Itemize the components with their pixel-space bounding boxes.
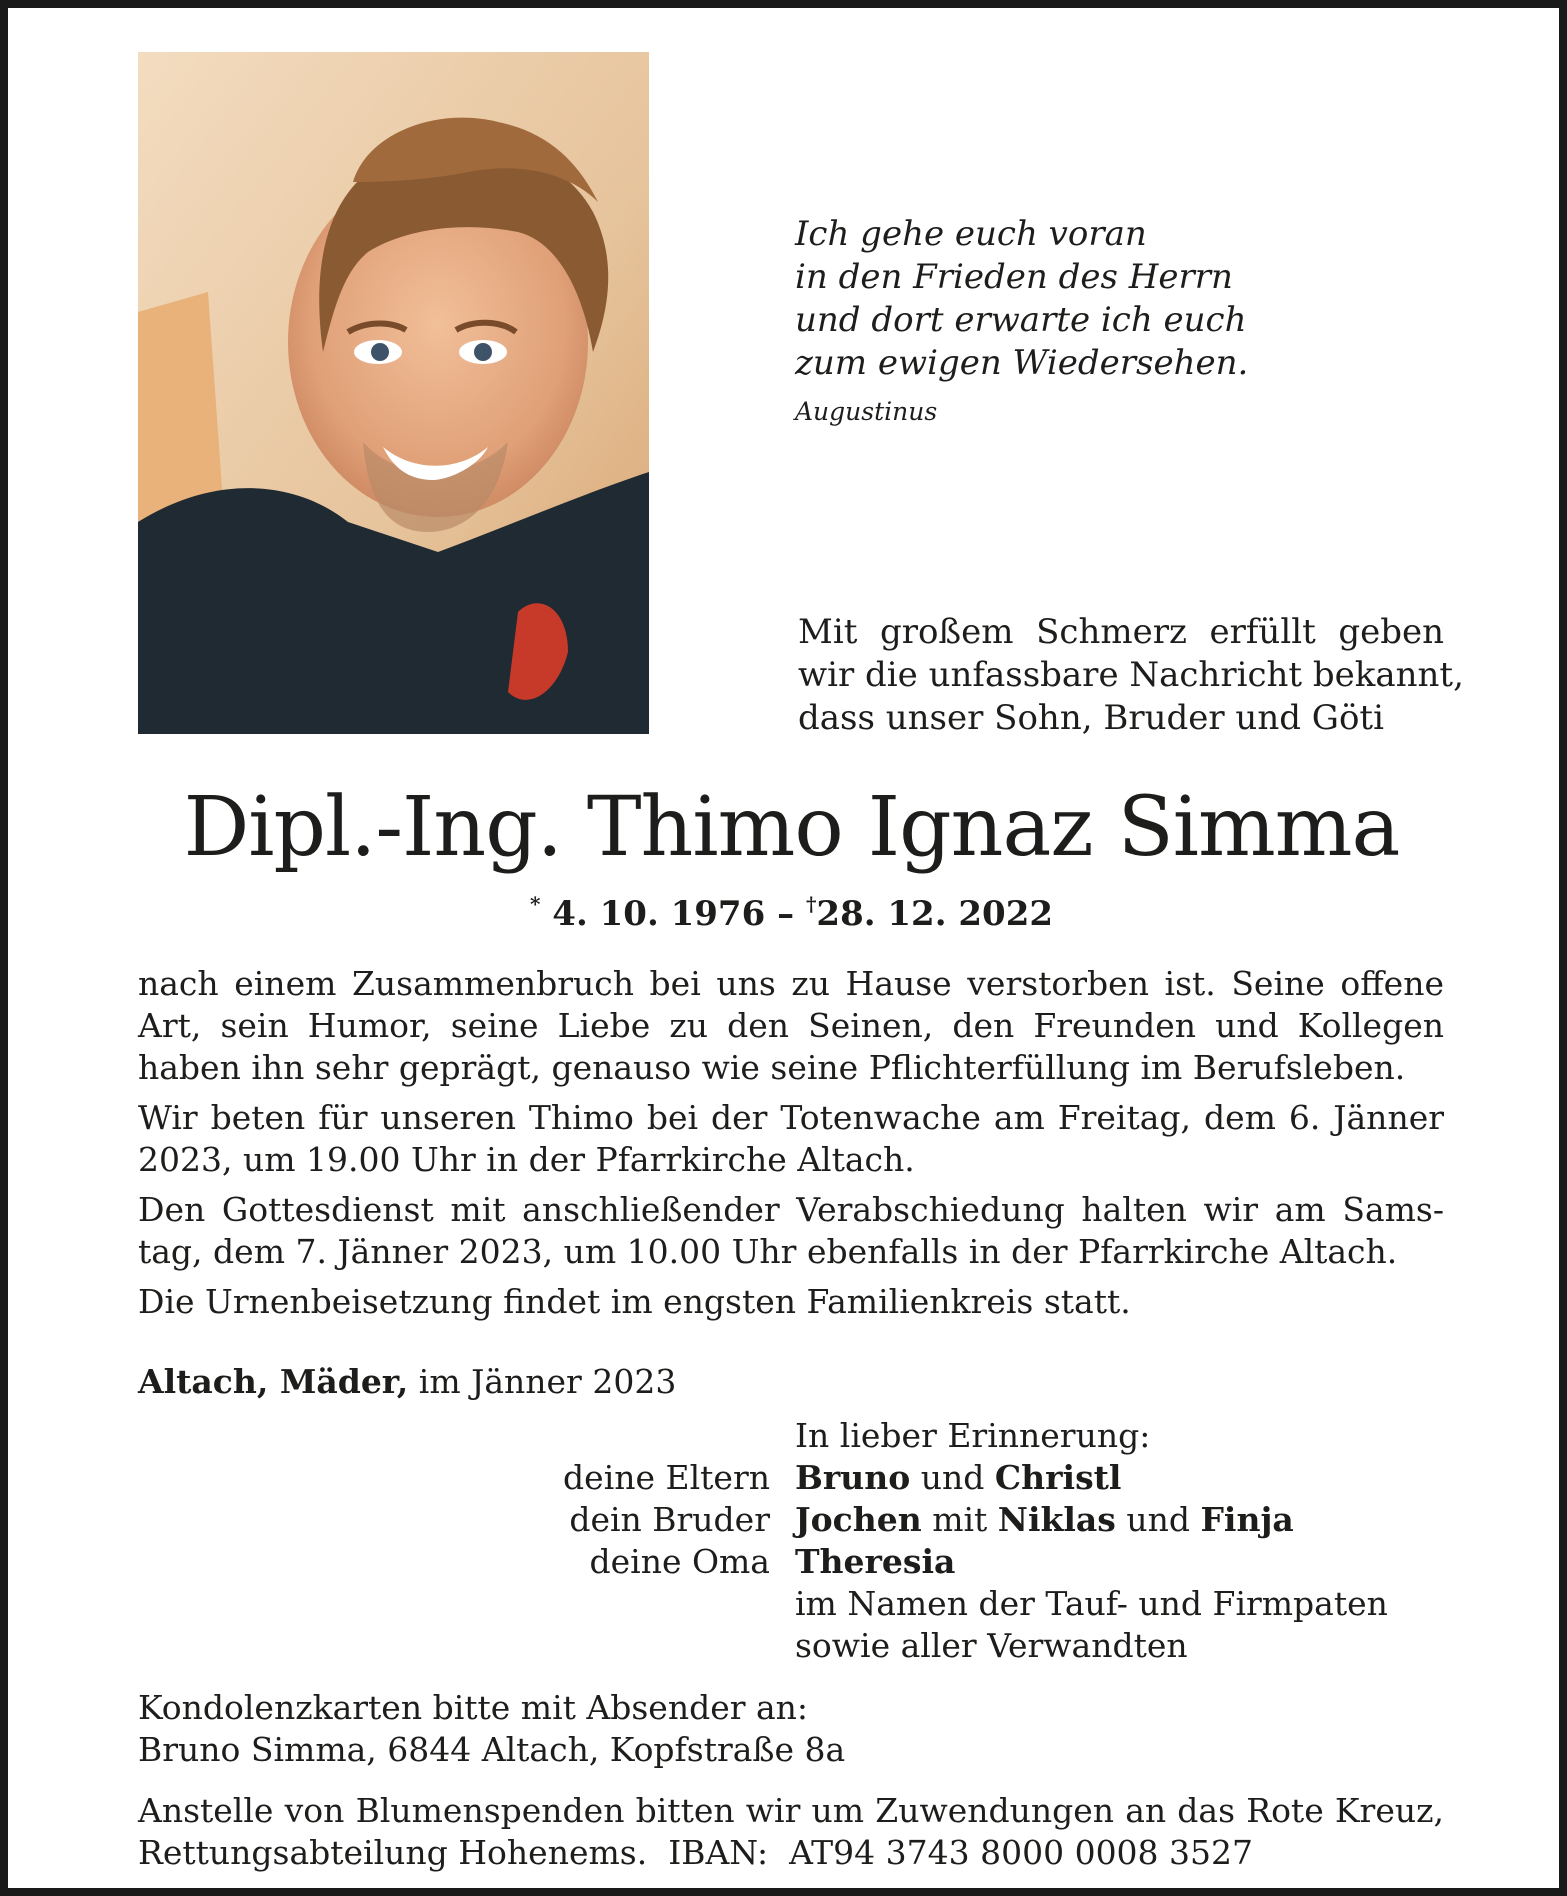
donation-note — [138, 1790, 1444, 1874]
parents-names — [795, 1458, 1121, 1497]
brother-name: Jochen — [795, 1500, 922, 1539]
nephew-name: Niklas — [997, 1500, 1116, 1539]
place-date: im Jänner 2023 — [408, 1362, 677, 1401]
conjunction: und — [1115, 1500, 1201, 1539]
niece-name: Finja — [1200, 1500, 1294, 1539]
mother-name: Christl — [994, 1458, 1122, 1497]
intro-line: wir die unfassbare Nachricht bekannt, — [798, 655, 1464, 695]
body-line: tag, dem 7. Jänner 2023, um 10.00 Uhr ebenfalls in der Pfarrkirche Altach. — [138, 1232, 1398, 1271]
intro-text — [798, 611, 1464, 740]
paragraph-vigil — [138, 1097, 1444, 1181]
father-name: Bruno — [795, 1458, 911, 1497]
donation-line: Anstelle von Blumenspenden bitten wir um Zuwendungen an das Rote Kreuz, — [138, 1791, 1444, 1830]
body-line: 2023, um 19.00 Uhr in der Pfarrkirche Altach. — [138, 1140, 915, 1179]
quote — [795, 213, 1395, 385]
address-line: Kondolenzkarten bitte mit Absender an: — [138, 1688, 809, 1727]
obituary-body — [138, 963, 1444, 1331]
portrait-photo — [138, 52, 649, 734]
address-line: Bruno Simma, 6844 Altach, Kopfstraße 8a — [138, 1730, 846, 1769]
brother-label: dein Bruder — [569, 1500, 770, 1539]
birth-symbol: * — [529, 892, 541, 916]
birth-date: 4. 10. 1976 — [552, 894, 766, 934]
paragraph-death — [138, 963, 1444, 1089]
portrait-image — [138, 52, 649, 734]
paragraph-service — [138, 1189, 1444, 1273]
conjunction: und — [910, 1458, 995, 1497]
death-symbol: † — [805, 892, 817, 916]
intro-line: Mit großem Schmerz erfüllt geben — [798, 612, 1444, 652]
body-line: nach einem Zusammenbruch bei uns zu Hause verstorben ist. Seine offene — [138, 964, 1444, 1003]
godparents-line: im Namen der Tauf- und Firmpaten — [795, 1584, 1388, 1623]
quote-line: in den Frieden des Herrn — [795, 257, 1233, 297]
paragraph-burial — [138, 1281, 1444, 1323]
life-dates — [8, 892, 1567, 934]
place-names: Altach, Mäder, — [138, 1362, 409, 1401]
condolence-address — [138, 1687, 845, 1771]
quote-line: und dort erwarte ich euch — [795, 300, 1247, 340]
date-separator: – — [777, 894, 795, 934]
grandma-name: Theresia — [795, 1542, 956, 1581]
donation-line: Rettungsabteilung Hohenems. IBAN: AT94 3743 8000 0008 3527 — [138, 1833, 1254, 1872]
body-line: Wir beten für unseren Thimo bei der Totenwache am Freitag, dem 6. Jänner — [138, 1098, 1444, 1137]
quote-line: Ich gehe euch voran — [795, 214, 1147, 254]
body-line: Art, sein Humor, seine Liebe zu den Seinen, den Freunden und Kollegen — [138, 1006, 1444, 1045]
family-heading: In lieber Erinnerung: — [795, 1416, 1151, 1455]
grandma-name-line — [795, 1542, 955, 1581]
body-line: Die Urnenbeisetzung findet im engsten Familienkreis statt. — [138, 1282, 1131, 1321]
parents-label: deine Eltern — [563, 1458, 770, 1497]
body-line: Den Gottesdienst mit anschließender Verabschiedung halten wir am Sams- — [138, 1190, 1444, 1229]
quote-author: Augustinus — [795, 397, 938, 426]
relatives-line: sowie aller Verwandten — [795, 1626, 1188, 1665]
brother-names — [795, 1500, 1294, 1539]
grandma-label: deine Oma — [589, 1542, 770, 1581]
quote-line: zum ewigen Wiedersehen. — [795, 343, 1249, 383]
body-line: haben ihn sehr geprägt, genauso wie seine Pflichterfüllung im Berufsleben. — [138, 1048, 1406, 1087]
place-and-date — [138, 1362, 676, 1401]
deceased-name: Dipl.-Ing. Thimo Ignaz Simma — [183, 780, 1400, 875]
death-date: 28. 12. 2022 — [816, 894, 1054, 934]
intro-line: dass unser Sohn, Bruder und Göti — [798, 698, 1384, 738]
conjunction: mit — [921, 1500, 998, 1539]
